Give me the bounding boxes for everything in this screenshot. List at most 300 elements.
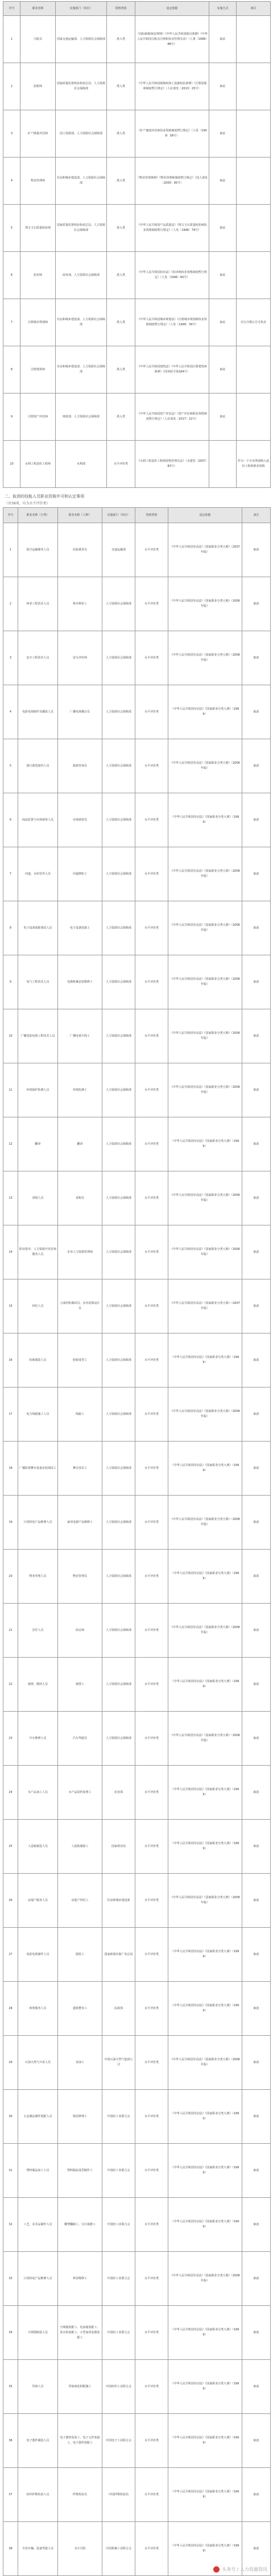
table-cell: 5: [3, 739, 18, 793]
table-cell: 中国电子工业联合会: [102, 2414, 135, 2468]
table-cell: 剧装工: [58, 1928, 102, 1982]
table-cell: 水平评价类: [135, 2036, 168, 2090]
table-cell: 印染人员: [18, 2360, 58, 2414]
table-cell: 专用车辆、设备驾驶人员: [18, 2522, 58, 2576]
table-cell: 纺织纤维检验人员: [18, 2468, 58, 2522]
table-cell: 水平评价类: [135, 1604, 168, 1658]
table-cell: 面点师: [58, 1604, 102, 1658]
table-cell: 人力资源社会保障部: [102, 577, 135, 631]
table-cell: 财政部、人力资源社会保障部: [56, 394, 107, 441]
table-cell: 《中华人民共和国劳动法》《国家职业分类大典》（1999）: [168, 1333, 242, 1388]
table-cell: 中国纤维检验局: [102, 2468, 135, 2522]
table-cell: 26: [3, 1874, 18, 1928]
table-cell: 水平评价类: [135, 1063, 168, 1117]
table-cell: 人力资源社会保障部: [102, 1279, 135, 1333]
column-header: 设定依据: [168, 508, 242, 523]
table-cell: 企业人力资源管理师: [58, 1225, 102, 1279]
table-cell: 取消: [242, 2306, 271, 2360]
table-cell: 水平评价类: [135, 1171, 168, 1225]
table-cell: 人力资源社会保障部: [102, 1712, 135, 1766]
table-cell: 27: [3, 1928, 18, 1982]
table-cell: 国土资源部、人力资源社会保障部: [56, 110, 107, 158]
column-header: 职业名称（小类）: [18, 508, 58, 523]
table-row: [3, 847, 271, 901]
table-cell: 取消: [242, 793, 271, 847]
table-cell: 《中华人民共和国劳动法》《国家职业分类大典》（2006年版）: [168, 577, 242, 631]
table-cell: 《中华人民共和国劳动法》《国家职业分类大典》（2006年版）: [168, 847, 242, 901]
table-cell: 航空运输服务人员: [18, 523, 58, 577]
table-cell: 水平评价类: [135, 1766, 168, 1820]
table-row: [3, 205, 271, 252]
table-cell: 电子器件制造人员: [18, 2414, 58, 2468]
table-cell: 取消: [242, 739, 271, 793]
table-cell: 水平评价类: [135, 2198, 168, 2252]
table-cell: 7: [3, 847, 18, 901]
table-cell: 取消: [242, 2144, 271, 2198]
table-cell: 市场调查员: [58, 793, 102, 847]
table-cell: 房地产经纪人: [58, 1874, 102, 1928]
table-cell: 物业管理员: [58, 1550, 102, 1604]
table-cell: [237, 346, 271, 394]
table-cell: 人力资源社会保障部: [102, 847, 135, 901]
table-cell: 旅行游览接待人员: [18, 739, 58, 793]
table-cell: 《中华人民共和国劳动法》《国家职业分类大典》（1999）: [168, 1117, 242, 1171]
table-cell: 16: [3, 1333, 18, 1388]
column-header: 职业名称（工种）: [58, 508, 102, 523]
table-cell: 取消: [242, 1225, 271, 1279]
table-cell: 取消: [242, 2252, 271, 2306]
table-cell: 取消: [242, 1712, 271, 1766]
table-cell: 取消: [242, 1496, 271, 1550]
table-cell: 《中华人民共和国劳动法》《国家职业分类大典》（2006年版）: [168, 2252, 242, 2306]
table-cell: 准入类: [107, 252, 135, 299]
table-cell: 取证: [209, 16, 237, 63]
table-cell: 电子设备装接工: [58, 901, 102, 955]
table-cell: 人力资源社会保障部: [102, 1009, 135, 1063]
table-cell: 30: [3, 2090, 18, 2144]
table-row: [3, 2306, 271, 2360]
table-row: [3, 2414, 271, 2468]
table-cell: 国家质量监督检验检疫总局、人力资源社会保障部: [56, 63, 107, 110]
table-cell: 2: [3, 577, 18, 631]
table-cell: 水平评价类: [135, 847, 168, 901]
table-cell: 河道修防工: [58, 847, 102, 901]
table-cell: 取证: [209, 299, 237, 346]
table-cell: 翻译: [18, 1117, 58, 1171]
table-cell: 取消: [242, 1928, 271, 1982]
table-cell: 28: [3, 1982, 18, 2036]
table-cell: 取消: [242, 2414, 271, 2468]
table-row: [3, 441, 271, 488]
table-cell: 水利部: [56, 441, 107, 488]
table-cell: 珠宝玉石质量检验师: [20, 205, 56, 252]
column-header: 资格类别: [135, 508, 168, 523]
table-cell: 《中华人民共和国劳动法》《国家职业分类大典》（2006年版）: [168, 1171, 242, 1225]
table-cell: 水平评价类: [135, 2090, 168, 2144]
table-row: [3, 1820, 271, 1874]
table-cell: 水平评价类: [135, 1874, 168, 1928]
table-cell: 取消: [242, 1874, 271, 1928]
table-row: [3, 158, 271, 205]
table-cell: 《中华人民共和国资产评估法》《资产评估师职业资格制度暂行规定》（人社部发〔2017〕22号）: [135, 394, 209, 441]
table-cell: 《中华人民共和国产品质量法》《珠宝玉石质量检验师执业资格制度暂行规定》（人发〔1996〕79号）: [135, 205, 209, 252]
column-header: 实施部门（单位）: [102, 508, 135, 523]
table-cell: 19: [3, 1496, 18, 1550]
table-cell: 取消: [242, 2090, 271, 2144]
table-cell: 中国机械工业联合会: [102, 2522, 135, 2576]
table-cell: 取消: [242, 1117, 271, 1171]
table-cell: 取消: [242, 1388, 271, 1442]
table-cell: 人力资源社会保障部: [102, 1496, 135, 1550]
table-cell: 电影电视制作人员: [18, 1928, 58, 1982]
table-cell: 18: [3, 1442, 18, 1496]
table-cell: 中国轻工业联合会: [102, 2306, 135, 2360]
table-row: [3, 1171, 271, 1225]
table-cell: 《中华人民共和国劳动法》《国家职业分类大典》（1999）: [168, 2306, 242, 2360]
table-cell: 空调器装配工、电冰箱装配工、洗衣机装配工、小型家用电器装配工: [58, 2306, 102, 2360]
table-cell: [237, 158, 271, 205]
table-cell: 11: [3, 1063, 18, 1117]
table-cell: 取消: [242, 631, 271, 685]
table-cell: 裁剪、缝纫人员: [18, 1658, 58, 1712]
table-cell: 空调器制造人员: [18, 2306, 58, 2360]
table-cell: 《中华人民共和国劳动法》《国家职业分类大典》（2006年版）: [168, 1496, 242, 1550]
table-cell: 中国轻工业联合会: [102, 2252, 135, 2306]
table-cell: 取消: [242, 955, 271, 1009]
table-cell: 水产品加工人员: [18, 1766, 58, 1820]
table-cell: 中国轻工业联合会: [102, 2144, 135, 2198]
table-cell: 水平评价类: [135, 901, 168, 955]
table-cell: 人力资源社会保障部: [102, 1550, 135, 1604]
table-row: [3, 955, 271, 1009]
table-cell: 《中华人民共和国劳动法》《国家职业分类大典》（1999）: [168, 685, 242, 739]
table-cell: 35: [3, 2360, 18, 2414]
table-cell: 《中华人民共和国劳动法》《国家职业分类大典》（2006年版）: [168, 1009, 242, 1063]
table-cell: 水平评价类: [135, 1279, 168, 1333]
table-cell: 准入类: [107, 63, 135, 110]
table-cell: 林业工程技术人员: [18, 577, 58, 631]
table-cell: 日用机电产品维修人员: [18, 1496, 58, 1550]
table-cell: 《中华人民共和国劳动法》《国家职业分类大典》（1999）: [168, 2360, 242, 2414]
table-cell: 取消: [242, 2036, 271, 2090]
table-cell: 电梯机械安装维修工: [58, 955, 102, 1009]
table-cell: 22: [3, 1658, 18, 1712]
table-cell: 取消: [242, 2468, 271, 2522]
table-cell: 房地产服务人员: [18, 1874, 58, 1928]
table-cell: 36: [3, 2414, 18, 2468]
table-cell: 准入类: [107, 16, 135, 63]
table-row: [3, 1442, 271, 1496]
table-cell: 国家林业局: [102, 1820, 135, 1874]
table-cell: 34: [3, 2306, 18, 2360]
table-cell: 殡葬服务人员: [18, 1982, 58, 2036]
table-cell: 广播电视播音员: [58, 685, 102, 739]
table-cell: 取消: [242, 1279, 271, 1333]
table-cell: 1: [3, 523, 18, 577]
column-header: 序号: [3, 2, 20, 16]
table-row: [3, 901, 271, 955]
table-cell: 20: [3, 1550, 18, 1604]
table-cell: 中国纺织工业联合会: [102, 2360, 135, 2414]
table-cell: 汽车维修人员: [18, 1712, 58, 1766]
table-cell: 水平评价类: [135, 1388, 168, 1442]
watermark-text: 头条号 / 人力资源资讯: [222, 2567, 267, 2572]
table-cell: 人力资源社会保障部: [102, 901, 135, 955]
table-cell: 38: [3, 2522, 18, 2576]
table-cell: 人力资源社会保障部: [102, 1388, 135, 1442]
table-cell: 取消: [242, 685, 271, 739]
table-cell: 裁剪工: [58, 1658, 102, 1712]
table-cell: 水平评价类: [135, 739, 168, 793]
table-cell: 《中华人民共和国劳动法》《国家职业分类大典》（2006年版）: [168, 1874, 242, 1928]
table-row: [3, 2090, 271, 2144]
table-cell: 水平评价类: [135, 2414, 168, 2468]
table-cell: 电影电视制作及播放人员: [18, 685, 58, 739]
table-row: [3, 1279, 271, 1333]
table-cell: 遗体整容工: [58, 1982, 102, 2036]
table-cell: 合成材料测试员、室内装饰设计员: [58, 1279, 102, 1333]
table-cell: 取消: [242, 1333, 271, 1388]
table-cell: 国家质量监督检验检疫总局、人力资源社会保障部: [56, 205, 107, 252]
table-cell: 矿产储量评估师: [20, 110, 56, 158]
table-cell: 29: [3, 2036, 18, 2090]
table-cell: 水平评价类: [135, 1496, 168, 1550]
table-cell: 雕塑翻制工、宝石琢磨工: [58, 2198, 102, 2252]
table-cell: 37: [3, 2468, 18, 2522]
table-row: [3, 252, 271, 299]
table-cell: 取证: [209, 394, 237, 441]
table-cell: 职业指导、人力资源开发咨询服务人员: [18, 1225, 58, 1279]
table-cell: 水平评价类: [135, 523, 168, 577]
table-row: [3, 394, 271, 441]
table-cell: 汽车驾驶员: [58, 1712, 102, 1766]
table-cell: 轮胎成型工: [58, 1333, 102, 1388]
table-cell: 人力资源社会保障部: [102, 1658, 135, 1712]
table-cell: 准入类: [107, 394, 135, 441]
table-cell: 住房和城乡建设部、人力资源社会保障部: [56, 158, 107, 205]
table-cell: 8: [3, 901, 18, 955]
table-cell: 人力资源社会保障部: [102, 955, 135, 1009]
table-row: [3, 2198, 271, 2252]
table-cell: 取消: [242, 2360, 271, 2414]
table-cell: 水平评价类: [135, 577, 168, 631]
table-cell: 广播影视舞台设备安装调试工: [18, 1442, 58, 1496]
table1-header-row: [3, 2, 271, 16]
table-cell: 水平评价类: [135, 793, 168, 847]
table-cell: 家用电器产品维修工: [58, 1496, 102, 1550]
table-cell: 人力资源社会保障部: [102, 739, 135, 793]
table-cell: 《中华人民共和国劳动法》《国家职业分类大典》（2006年版）: [168, 1225, 242, 1279]
table-cell: 25: [3, 1820, 18, 1874]
table-cell: [209, 441, 237, 488]
table-row: [3, 1874, 271, 1928]
watermark: [213, 2566, 267, 2573]
table-cell: 《国际船舶保安规则》《中华人民共和国船员条例》《中华人民共和国引航员注册和执业管理办法》（人事〔1999〕88号）: [135, 16, 209, 63]
table-cell: 取消: [242, 1171, 271, 1225]
section-subtitle: （共38项，均为水平评价类）: [5, 502, 50, 506]
table-row: [3, 1496, 271, 1550]
table-cell: 河道、水库管养人员: [18, 847, 58, 901]
table-cell: 准入类: [107, 299, 135, 346]
table-cell: 取消: [242, 1604, 271, 1658]
table-row: [3, 631, 271, 685]
table-cell: 32: [3, 2198, 18, 2252]
table-cell: 31: [3, 2144, 18, 2198]
table-cell: 3: [3, 110, 20, 158]
table-cell: 环境监测工: [58, 1063, 102, 1117]
table-cell: 9: [3, 394, 20, 441]
table-cell: 《中华人民共和国劳动法》《国家职业分类大典》（2006年版）: [168, 901, 242, 955]
table-cell: 《中华人民共和国劳动法》《国家职业分类大典》（2006年版）: [168, 2036, 242, 2090]
table-row: [3, 577, 271, 631]
table-cell: 14: [3, 1225, 18, 1279]
table-cell: [237, 394, 271, 441]
table-cell: 取消: [242, 1550, 271, 1604]
table-cell: 线路工: [58, 1388, 102, 1442]
column-header: 设定依据: [135, 2, 209, 16]
column-header: 职业名称: [20, 2, 56, 16]
table-cell: 印染染化料配制工: [58, 2360, 102, 2414]
table-cell: 水平评价类: [135, 1550, 168, 1604]
table-cell: 人力资源社会保障部: [102, 631, 135, 685]
table-cell: 取消: [242, 1766, 271, 1820]
table-cell: 取证: [209, 158, 237, 205]
table-row: [3, 16, 271, 63]
table-cell: 人造板制胶工: [58, 1820, 102, 1874]
table-cell: 舞台技术工: [58, 1442, 102, 1496]
table-cell: 水平评价类: [135, 1928, 168, 1982]
table-cell: 验船师: [20, 63, 56, 110]
table-cell: 安全评价师: [58, 631, 102, 685]
table-cell: 准入类: [107, 158, 135, 205]
table-cell: 水利工程造价工程师: [20, 441, 56, 488]
table-cell: 21: [3, 1604, 18, 1658]
table-row: [3, 2468, 271, 2522]
table-row: [3, 1982, 271, 2036]
table-cell: 取消: [242, 2522, 271, 2576]
table-cell: 4: [3, 685, 18, 739]
table-cell: 《中华人民共和国劳动法》《国家职业分类大典》（1999）: [168, 2198, 242, 2252]
table-cell: 轮胎制造人员: [18, 1333, 58, 1388]
table-row: [3, 739, 271, 793]
table-cell: 采油工: [58, 2036, 102, 2090]
table2-header-row: [3, 508, 271, 523]
table-cell: 准入类: [107, 346, 135, 394]
table-row: [3, 1333, 271, 1388]
table-cell: 水平评价类: [135, 1333, 168, 1388]
table-cell: 锁具修理工: [58, 2090, 102, 2144]
table-cell: 《中华人民共和国船舶和海上设施检验条例》《注册验船师制度暂行规定》（人社部发〔2013〕25号）: [135, 63, 209, 110]
table-row: [3, 110, 271, 158]
table-cell: 国家新闻出版广电总局: [102, 1928, 135, 1982]
table-cell: 水平评价类: [135, 1982, 168, 2036]
table-row: [3, 1712, 271, 1766]
table-cell: 3: [3, 631, 18, 685]
table-cell: 《中华人民共和国劳动法》《国家职业分类大典》（2006年版）: [168, 955, 242, 1009]
table-cell: 电子设备装配调试人员: [18, 901, 58, 955]
table-cell: 9: [3, 955, 18, 1009]
table-cell: 准入类: [107, 205, 135, 252]
table-cell: 水平评价类: [135, 1009, 168, 1063]
table-cell: 4: [3, 158, 20, 205]
table-cell: 物业管理人员: [18, 1550, 58, 1604]
table-cell: 林木种苗工: [58, 577, 102, 631]
table-cell: 五金制品制作装配人员: [18, 2090, 58, 2144]
table-cell: 《中华人民共和国城乡规划法》《注册城市规划师执业资格制度暂行规定》（人发〔1999〕39号）: [135, 299, 209, 346]
table-cell: 纤维检验员: [58, 2468, 102, 2522]
table-row: [3, 523, 271, 577]
table-row: [3, 1604, 271, 1658]
table-cell: 国家交通运输部、人力资源社会保障部: [56, 16, 107, 63]
table-cell: 日用机电产品维修人员: [18, 2252, 58, 2306]
table-cell: 取消: [242, 523, 271, 577]
table-cell: 取证: [209, 205, 237, 252]
table-cell: 住房和城乡建设部、人力资源社会保障部: [56, 299, 107, 346]
table-cell: 引航员: [20, 16, 56, 63]
table-cell: 人力资源社会保障部: [102, 1604, 135, 1658]
table-cell: 采购人员: [18, 1171, 58, 1225]
table-cell: 取消: [242, 1442, 271, 1496]
table-cell: 物业管理师: [20, 158, 56, 205]
table-cell: 6: [3, 793, 18, 847]
table-cell: 《矿产储量评估师执业资格制度暂行规定》（人发〔1999〕38号）: [135, 110, 209, 158]
table-cell: 中国轻工业联合会: [102, 2198, 135, 2252]
table-cell: 水平评价类: [135, 2144, 168, 2198]
table-cell: 实行注册后方可执业: [237, 299, 271, 346]
table-cell: 采购员: [58, 1171, 102, 1225]
table-row: [3, 1928, 271, 1982]
table-cell: 叉车司机: [58, 2522, 102, 2576]
table-row: [3, 346, 271, 394]
table-cell: 水平评价类: [135, 1820, 168, 1874]
table-cell: 人力资源社会保障部: [102, 1225, 135, 1279]
table-cell: 电气工程技术人员: [18, 955, 58, 1009]
table-cell: 1: [3, 16, 20, 63]
table-cell: 烹饪人员: [18, 1604, 58, 1658]
table-cell: 《中华人民共和国劳动法》《国家职业分类大典》（1999）: [168, 2414, 242, 2468]
table-cell: 商务部、人力资源社会保障部: [56, 252, 107, 299]
table-cell: 水平评价类: [135, 1712, 168, 1766]
table-cell: [237, 252, 271, 299]
table-cell: 广播电视天线工: [58, 1009, 102, 1063]
table-cell: 电子器件检验工、电子元件装接工、电子器件装配工: [58, 2414, 102, 2468]
table-row: [3, 2036, 271, 2090]
table-cell: 33: [3, 2252, 18, 2306]
table-cell: [237, 63, 271, 110]
table-cell: 水产品原料处理工: [58, 1766, 102, 1820]
table-cell: 人力资源社会保障部: [102, 793, 135, 847]
table-cell: 取证: [209, 110, 237, 158]
table-cell: 钟表维修工: [58, 2252, 102, 2306]
table-cell: 安全工程技术人员: [18, 631, 58, 685]
table-cell: 10: [3, 441, 20, 488]
table-cell: 环境保护检测人员: [18, 1063, 58, 1117]
table-cell: 水平评价类: [135, 955, 168, 1009]
table-skill-qualifications: [3, 507, 271, 2576]
table-cell: 拍卖师: [20, 252, 56, 299]
table-cell: 水平评价类: [107, 441, 135, 488]
table-cell: 住房和城乡建设部: [102, 1874, 135, 1928]
table-cell: 7: [3, 299, 20, 346]
table-cell: 水平评价类: [135, 1658, 168, 1712]
table-cell: 人力资源社会保障部: [102, 1333, 135, 1388]
table-cell: 取消: [242, 847, 271, 901]
table-cell: 取证: [209, 63, 237, 110]
table-cell: 取消: [242, 1658, 271, 1712]
table-cell: 10: [3, 1009, 18, 1063]
table-cell: 《中华人民共和国劳动法》《国家职业分类大典》（1999）: [168, 793, 242, 847]
table-cell: 《中华人民共和国建筑法》《中华人民共和国注册建筑师条例》（国务院令第184号）: [135, 346, 209, 394]
